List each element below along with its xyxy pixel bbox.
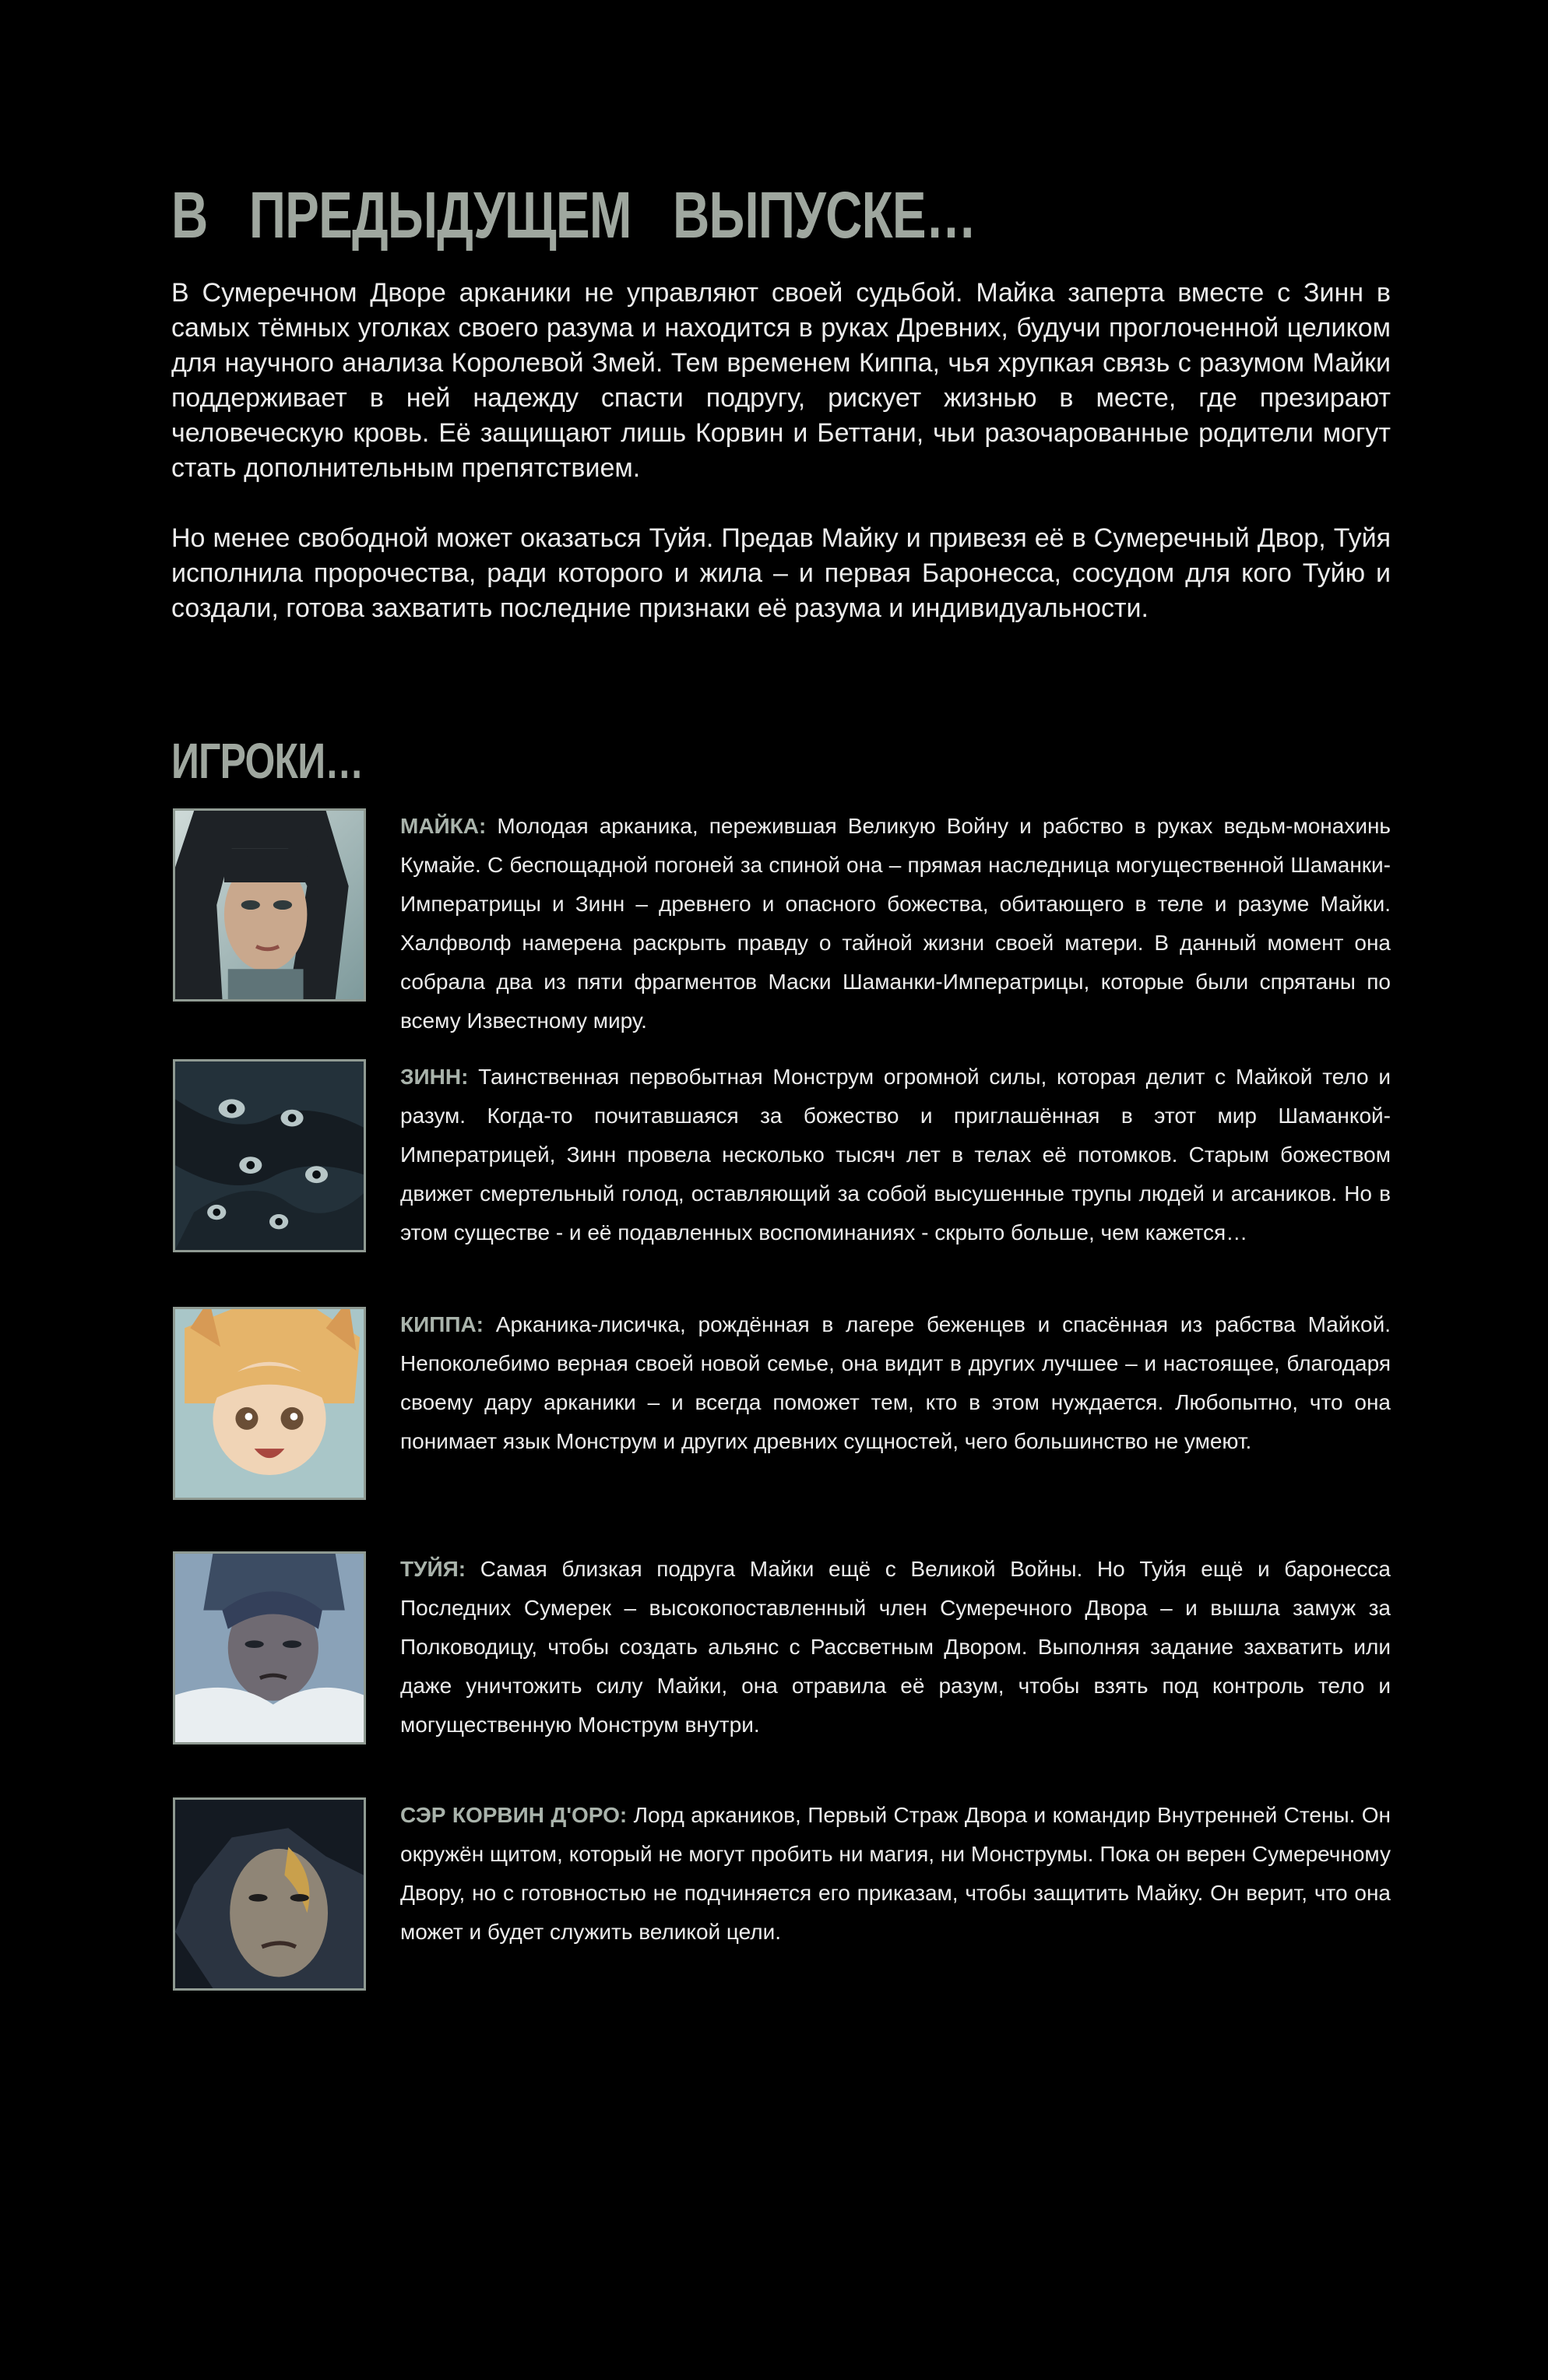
character-description xyxy=(400,1305,1391,1461)
character-name: КИППА: xyxy=(400,1312,484,1336)
character-entry-maika xyxy=(171,808,1391,1033)
character-description xyxy=(400,1796,1391,1952)
corvin-portrait xyxy=(173,1797,366,1991)
character-name: ТУЙЯ: xyxy=(400,1557,466,1581)
kippa-portrait xyxy=(173,1307,366,1500)
summary-paragraph-2: Но менее свободной может оказаться Туйя. Предав Майку и привезя её в Сумеречный Двор, Туйя исполнила пророчества, ради которого и жила – и первая Баронесса, сосудом для кого Туйю и создали, готова захватить последние признаки её разума и индивидуальности. xyxy=(171,523,1391,623)
character-entry-zinn xyxy=(171,1059,1391,1259)
previously-summary xyxy=(171,276,1391,661)
maika-portrait xyxy=(173,808,366,1002)
character-entry-corvin xyxy=(171,1797,1391,1997)
character-entry-kippa xyxy=(171,1307,1391,1506)
character-text: Таинственная первобытная Монструм огромной силы, которая делит с Майкой тело и разум. Когда-то почитавшаяся за божество и приглашённая в этот мир Шаманкой-Императрицей, Зинн провела несколько тысяч лет в телах её потомков. Старым божеством движет смертельный голод, оставляющий за собой высушенные трупы людей и arcaников. Но в этом существе - и её подавленных воспоминаниях - скрыто больше, чем кажется… xyxy=(400,1065,1391,1245)
character-description xyxy=(400,1550,1391,1745)
character-text: Лорд аркаников, Первый Страж Двора и командир Внутренней Стены. Он окружён щитом, который не могут пробить ни магия, ни Монструмы. Пока он верен Сумеречному Двору, но с готовностью не подчиняется его приказам, чтобы защитить Майку. Он верит, что она может и будет служить великой цели. xyxy=(400,1803,1391,1944)
character-name: ЗИНН: xyxy=(400,1065,469,1089)
character-name: МАЙКА: xyxy=(400,814,487,838)
zinn-portrait xyxy=(173,1059,366,1252)
previously-heading: В ПРЕДЫДУЩЕМ ВЫПУСКЕ… xyxy=(171,178,976,252)
character-name: СЭР КОРВИН Д'ОРО: xyxy=(400,1803,628,1827)
character-text: Самая близкая подруга Майки ещё с Великой Войны. Но Туйя ещё и баронесса Последних Сумерек – высокопоставленный член Сумеречного Двора – и вышла замуж за Полководицу, чтобы создать альянс с Рассветным Двором. Выполняя задание захватить или даже уничтожить силу Майки, она отравила её разум, чтобы взять под контроль тело и могущественную Монструм внутри. xyxy=(400,1557,1391,1737)
summary-paragraph-1: В Сумеречном Дворе арканики не управляют своей судьбой. Майка заперта вместе с Зинн в самых тёмных уголках своего разума и находится в руках Древних, будучи проглоченной целиком для научного анализа Королевой Змей. Тем временем Киппа, чья хрупкая связь с разумом Майки поддерживает в ней надежду спасти подругу, рискует жизнью в месте, где презирают человеческую кровь. Её защищают лишь Корвин и Беттани, чьи разочарованные родители могут стать дополнительным препятствием. xyxy=(171,278,1391,483)
character-entry-tuya xyxy=(171,1551,1391,1751)
character-description xyxy=(400,807,1391,1040)
character-text: Арканика-лисичка, рождённая в лагере беженцев и спасённая из рабства Майкой. Непоколебимо верная своей новой семье, она видит в других лучшее – и настоящее, благодаря своему дару арканики – и всегда поможет тем, кто в этом нуждается. Любопытно, что она понимает язык Монструм и других древних сущностей, чего большинство не умеют. xyxy=(400,1312,1391,1453)
character-text: Молодая арканика, пережившая Великую Войну и рабство в руках ведьм-монахинь Кумайе. С беспощадной погоней за спиной она – прямая наследница могущественной Шаманки-Императрицы и Зинн – древнего и опасного божества, обитающего в теле и разуме Майки. Халфволф намерена раскрыть правду о тайной жизни своей матери. В данный момент она собрала два из пяти фрагментов Маски Шаманки-Императрицы, которые были спрятаны по всему Известному миру. xyxy=(400,814,1391,1033)
players-heading: ИГРОКИ… xyxy=(171,733,364,789)
character-description xyxy=(400,1058,1391,1252)
tuya-portrait xyxy=(173,1551,366,1745)
